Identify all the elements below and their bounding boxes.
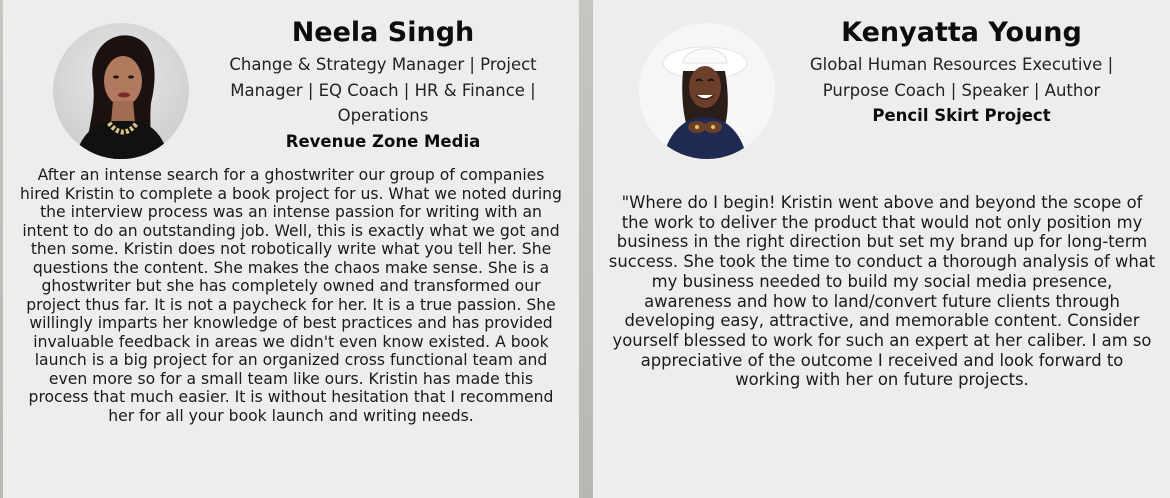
company-name: Revenue Zone Media (285, 131, 481, 151)
testimonial-quote: After an intense search for a ghostwriter our group of companies hired Kristin to complete a book project for us. What we noted during the interview process was an intense passion for writing with an intent to do an outstanding job. Well, this is exactly what we got and then some. Kristin does not robotically write what you tell her. She questions the content. She makes the chaos make sense. She is a ghostwriter but she has completely owned and transformed our project thus far. It is not a paycheck for her. It is a true passion. She willingly imparts her knowledge of best practices and has provided invaluable feedback in areas we didn't even know existed. A book launch is a big project for an organized cross functional team and even more so for a small team like ours. Kristin has made this process that much easier. It is without hesitation that I recommend her for all your book launch and writing needs. (20, 166, 562, 425)
avatar (639, 23, 775, 159)
testimonial-header (227, 14, 539, 154)
testimonial-quote: "Where do I begin! Kristin went above and beyond the scope of the work to deliver the product that would not only position my business in the right direction but set my brand up for long-term success. She took the time to conduct a thorough analysis of what my business needed to build my social media presence, awareness and how to land/convert future clients through developing easy, attractive, and memorable content. Consider yourself blessed to work for such an expert at her caliber. I am so appreciative of the outcome I received and look forward to working with her on future projects. (608, 193, 1156, 390)
person-name: Neela Singh (291, 17, 475, 48)
portrait-photo-icon (639, 23, 775, 159)
person-title: Change & Strategy Manager | Project Manager | EQ Coach | HR & Finance | Operations (229, 55, 537, 125)
portrait-photo-icon (53, 23, 189, 159)
testimonial-header (799, 14, 1124, 128)
person-name: Kenyatta Young (841, 17, 1082, 48)
person-title: Global Human Resources Executive | Purpose Coach | Speaker | Author (809, 55, 1114, 100)
testimonial-card-neela-singh (3, 0, 579, 498)
testimonial-card-kenyatta-young (593, 0, 1170, 498)
company-name: Pencil Skirt Project (872, 106, 1051, 125)
avatar (53, 23, 189, 159)
